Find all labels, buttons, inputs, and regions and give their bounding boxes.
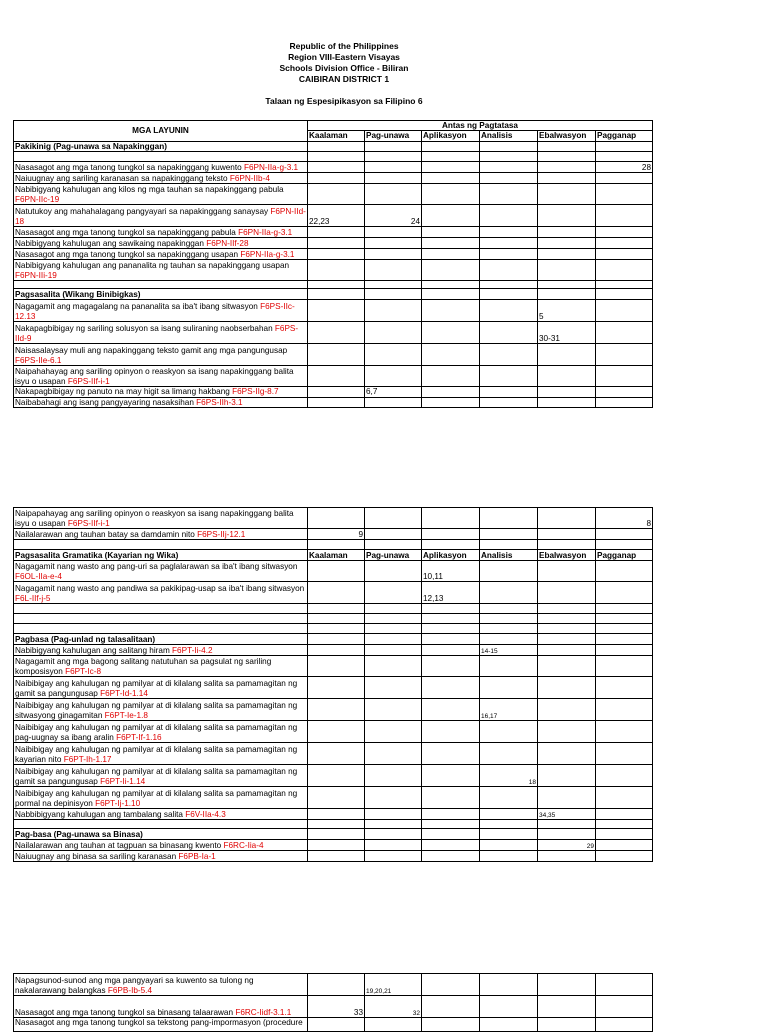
objective-text: Naibibigay ang kahulugan ng pamilyar at di kilalang salita sa pamamagitan ng sitwasyong ginagamitan [15,701,298,720]
section-row [14,289,653,300]
table-row [14,344,653,366]
section-title: Pag-basa (Pag-unawa sa Binasa) [14,829,308,840]
objective-text: Nasasagot ang mga tanong tungkol sa tekstong pang-impormasyon (procedure [15,1018,303,1027]
section-title: Pakikinig (Pag-unawa sa Napakinggan) [14,141,308,151]
competency-code: F6PN-IIi-19 [15,270,57,280]
objective-cell [14,173,308,184]
objective-text: Naisasalaysay muli ang napakinggang teksto gamit ang mga pangungusap [15,346,288,356]
section-row [14,829,653,840]
table-row [14,645,653,656]
objective-cell [14,227,308,238]
competency-code: F6PT-Ii-4.2 [172,645,213,655]
competency-code: F6PN-IIa-g-3.1 [238,227,293,237]
table-row [14,162,653,173]
objective-cell [14,397,308,407]
tos-table-1 [13,120,653,408]
table-row [14,721,653,743]
objective-text: Nasasagot ang mga tanong tungkol sa napakinggang pabula [15,227,239,237]
objective-text: Naibibigay ang kahulugan ng pamilyar at di kilalang salita sa pamamagitan ng gamit sa pangungusap [15,767,298,786]
column-header-aplikasyon: Aplikasyon [422,131,480,141]
objective-text: Nabibigyang kahulugan ang kilos ng mga tauhan sa napakinggang pabula [15,185,284,195]
table-row [14,260,653,281]
table-row [14,397,653,407]
objective-cell [14,765,308,787]
objective-cell [14,249,308,260]
objective-text: Naibibigay ang kahulugan ng pamilyar at di kilalang salita sa pamamagitan ng kayarian nito [15,745,298,764]
aplikasyon-cell: 10,11 [422,561,480,582]
column-header-pag-unawa: Pag-unawa [365,131,422,141]
objective-cell [14,260,308,281]
objective-text: Nagagamit ang magagalang na pananalita sa iba't ibang sitwasyon [15,302,261,312]
table-row [14,1018,653,1032]
objective-text: Naibibigay ang kahulugan ng pamilyar at di kilalang salita sa pamamagitan ng pag-uugnay sa ibang aralin [15,723,298,742]
objective-cell [14,996,308,1018]
table-row [14,227,653,238]
competency-code: F6RC-Iia-4 [223,840,264,850]
analisis-cell: 18 [480,765,538,787]
objective-text: Nagagamit nang wasto ang pang-uri sa paglalarawan sa iba't ibang sitwasyon [15,562,298,572]
table-row [14,529,653,540]
competency-code: F6PB-Ia-1 [178,851,216,861]
objective-cell [14,561,308,582]
competency-code: F6PB-Ib-5.4 [107,985,152,995]
objective-text: Naiuugnay ang sariling karanasan sa napakinggang teksto [15,173,230,183]
competency-code: F6PS-IIf-i-1 [67,518,110,528]
table-row [14,173,653,184]
header-line1: Republic of the Philippines [289,41,399,51]
objective-cell [14,162,308,173]
competency-code: F6L-IIf-j-5 [15,593,51,603]
pag-unawa-cell: 19,20,21 [365,974,422,996]
objective-text: Nagagamit ang mga bagong salitang natutuhan sa pagsulat ng sariling komposisyon [15,657,272,676]
pag-unawa-cell: 24 [365,205,422,227]
table-row [14,249,653,260]
header-line2: Region VIII-Eastern Visayas [288,52,400,62]
objective-text: Naipahahayag ang sariling opinyon o reaskyon sa isang napakinggang balita isyu o usapan [15,367,294,386]
competency-code: F6PS-IId-9 [15,324,299,343]
table-row [14,743,653,765]
objective-text: Nabibigyang kahulugan ang salitang hiram [15,645,173,655]
competency-code: F6PN-IIb-4 [229,173,270,183]
column-header-pagganap: Pagganap [596,550,653,561]
objective-text: Naipapahayag ang sariling opinyon o reaskyon sa isang napakinggang balita isyu o usapan [15,509,294,528]
aplikasyon-cell: 12,13 [422,582,480,604]
objective-cell [14,300,308,322]
objective-text: Naiuugnay ang binasa sa sariling karanasan [15,851,179,861]
table-row [14,787,653,809]
table-row [14,840,653,851]
competency-code: F6PN-IId-18 [15,207,306,226]
ebalwasyon-cell: 34,35 [538,809,596,820]
table-row [14,561,653,582]
objective-cell [14,656,308,677]
table-row [14,322,653,344]
competency-code: F6PS-IIh-3.1 [196,397,243,407]
competency-code: F6PT-Ii-1.14 [100,776,146,786]
ebalwasyon-cell: 5 [538,300,596,322]
section-title: Pagsasalita (Wikang Binibigkas) [14,289,308,300]
column-header-antas: Antas ng Pagtatasa [308,121,653,131]
section-row [14,550,653,561]
objective-text: Napagsunod-sunod ang mga pangyayari sa kuwento sa tulong ng nakalarawang balangkas [15,976,254,995]
objective-text: Nasasagot ang mga tanong tungkol sa binasang talaarawan [15,1007,236,1017]
competency-code: F6V-IIa-4.3 [185,809,226,819]
header-line4: CAIBIRAN DISTRICT 1 [298,74,390,84]
competency-code: F6PS-IIj-12.1 [197,529,246,539]
objective-cell [14,840,308,851]
objective-cell [14,809,308,820]
analisis-cell: 14-15 [480,645,538,656]
objective-text: Nakapagbibigay ng sariling solusyon sa isang suliraning naobserbahan [15,324,275,334]
objective-text: Nailalarawan ang tauhan at tagpuan sa binasang kwento [15,840,224,850]
objective-cell [14,699,308,721]
competency-code: F6PS-IIg-8.7 [232,387,279,397]
competency-code: F6PT-Ic-8 [65,666,102,676]
competency-code: F6PN-IIa-g-3.1 [240,249,295,259]
pag-unawa-cell: 6,7 [365,387,422,397]
section-row [14,634,653,645]
objective-cell [14,387,308,397]
ebalwasyon-cell: 30-31 [538,322,596,344]
competency-code: F6PS-IIf-i-1 [67,376,110,386]
table-row [14,996,653,1018]
competency-code: F6PT-Id-1.14 [100,688,148,698]
header-line3: Schools Division Office - Biliran [279,63,409,73]
table-row [14,765,653,787]
table-row [14,582,653,604]
competency-code: F6PN-IIc-19 [15,194,60,204]
objective-text: Naibabahagi ang isang pangyayaring nasaksihan [15,397,197,407]
section-title: Pagsasalita Gramatika (Kayarian ng Wika) [14,550,308,561]
objective-cell [14,344,308,366]
kaalaman-cell: 33 [308,996,365,1018]
section-row [14,141,653,151]
tos-table-2 [13,507,653,862]
table-row [14,184,653,205]
table-row [14,699,653,721]
objective-text: Naibibigay ang kahulugan ng pamilyar at di kilalang salita sa pamamagitan ng gamit sa pangungusap [15,679,298,698]
column-header-pagganap: Pagganap [596,131,653,141]
table-row [14,656,653,677]
objective-text: Nagagamit nang wasto ang pandiwa sa pakikipag-usap sa iba't ibang sitwasyon [15,584,305,594]
objective-text: Nasasagot ang mga tanong tungkol sa napakinggang kuwento [15,162,244,172]
column-header-pag-unawa: Pag-unawa [365,550,422,561]
competency-code: F6PT-Ih-1.17 [63,754,112,764]
objective-cell [14,582,308,604]
objective-cell [14,184,308,205]
table-row [14,851,653,862]
column-header-ebalwasyon: Ebalwasyon [538,131,596,141]
competency-code: F6PN-IIf-28 [206,238,249,248]
table-row [14,205,653,227]
column-header-aplikasyon: Aplikasyon [422,550,480,561]
table-row [14,974,653,996]
column-header-ebalwasyon: Ebalwasyon [538,550,596,561]
competency-code: F6PS-IIe-6.1 [15,355,62,365]
competency-code: F6RC-Iidf-3.1.1 [235,1007,292,1017]
table-row [14,809,653,820]
competency-code: F6PT-Ie-1.8 [104,710,148,720]
ebalwasyon-cell: 29 [538,840,596,851]
column-header-mga-layunin: MGA LAYUNIN [14,121,308,142]
kaalaman-cell: 9 [308,529,365,540]
objective-cell [14,238,308,249]
table-row [14,238,653,249]
table-row [14,366,653,387]
objective-text: Nakapagbibigay ng panuto na may higit sa limang hakbang [15,387,233,397]
table-row [14,508,653,529]
competency-code: F6PT-Ij-1.10 [95,798,141,808]
objective-text: Nabbibigyang kahulugan ang tambalang salita [15,809,186,819]
column-header-analisis: Analisis [480,131,538,141]
objective-cell [14,743,308,765]
table-row [14,677,653,699]
competency-code: F6PS-IIc-12.13 [15,302,295,321]
objective-cell [14,508,308,529]
table-row [14,387,653,397]
objective-text: Naibibigay ang kahulugan ng pamilyar at di kilalang salita sa pamamagitan ng pormal na depinisyon [15,789,298,808]
column-header-analisis: Analisis [480,550,538,561]
pagganap-cell: 8 [596,508,653,529]
objective-cell [14,974,308,996]
tos-table-3 [13,973,653,1032]
kaalaman-cell: 22,23 [308,205,365,227]
objective-cell [14,787,308,809]
competency-code: F6PN-IIa-g-3.1 [243,162,299,172]
objective-cell [14,1018,308,1032]
objective-cell [14,322,308,344]
objective-cell [14,529,308,540]
objective-cell [14,645,308,656]
objective-cell [14,677,308,699]
objective-text: Natutukoy ang mahahalagang pangyayari sa napakinggang sanaysay [15,207,271,217]
table-row [14,300,653,322]
column-header-kaalaman: Kaalaman [308,131,365,141]
pagganap-cell: 28 [596,162,653,173]
objective-text: Nasasagot ang mga tanong tungkol sa napakinggang usapan [15,249,241,259]
objective-cell [14,205,308,227]
objective-cell [14,721,308,743]
column-header-kaalaman: Kaalaman [308,550,365,561]
objective-text: Nabibigyang kahulugan ang sawikaing napakinggan [15,238,207,248]
objective-cell [14,366,308,387]
objective-cell [14,851,308,862]
competency-code: F6OL-IIa-e-4 [15,571,62,581]
section-title: Pagbasa (Pag-unlad ng talasalitaan) [14,634,308,645]
pag-unawa-cell: 32 [365,996,422,1018]
competency-code: F6PT-If-1.16 [116,732,162,742]
page-title: Talaan ng Espesipikasyon sa Filipino 6 [265,96,423,106]
objective-text: Nabibigyang kahulugan ang pananalita ng tauhan sa napakinggang usapan [15,261,290,271]
objective-text: Nailalarawan ang tauhan batay sa damdamin nito [15,529,198,539]
analisis-cell: 16,17 [480,699,538,721]
